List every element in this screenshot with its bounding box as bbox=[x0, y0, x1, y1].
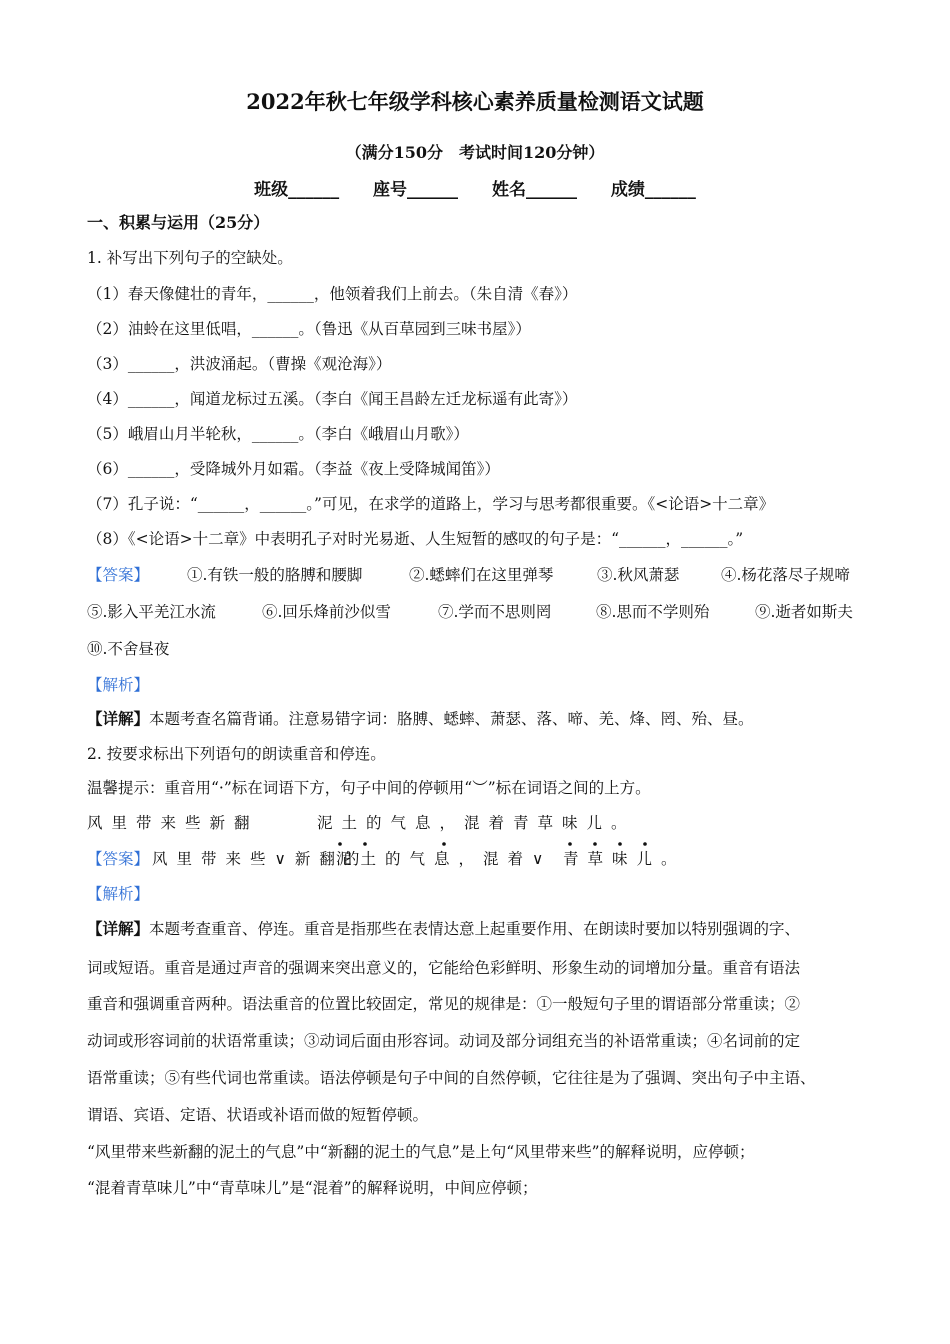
stress-dot bbox=[568, 842, 572, 846]
detail-tag: 【详解】 bbox=[87, 709, 150, 728]
stress-dot bbox=[618, 842, 622, 846]
q2-detail-line: 动词或形容词前的状语常重读；③动词后面由形容词。动词及部分词组充当的补语常重读；④名词前的定 bbox=[87, 1032, 801, 1050]
section-heading: 一、积累与运用（25分） bbox=[87, 213, 270, 232]
answer-tag: 【答案】 bbox=[87, 850, 150, 868]
detail-text: 本题考查重音、停连。重音是指那些在表情达意上起重要作用、在朗读时要加以特别强调的字、 bbox=[149, 920, 801, 938]
q2-answer-part: 风里带来些∨新翻的 bbox=[152, 850, 369, 868]
answer-item: ⑦.学而不思则罔 bbox=[438, 603, 552, 621]
answer-item: ⑨.逝者如斯夫 bbox=[755, 603, 853, 621]
answer-item: ⑤.影入平羌江水流 bbox=[87, 603, 216, 621]
q1-detail bbox=[87, 708, 754, 730]
stress-dot bbox=[643, 842, 647, 846]
q2-sentence-part: 泥土的气息，混着青草味儿。 bbox=[317, 814, 636, 832]
q1-item: （8）《<论语>十二章》中表明孔子对时光易逝、人生短暂的感叹的句子是：“______，______。” bbox=[87, 530, 744, 548]
stress-dot bbox=[442, 842, 446, 846]
q2-detail-line: “混着青草味儿”中“青草味儿”是“混着”的解释说明，中间应停顿； bbox=[87, 1179, 538, 1197]
detail-tag: 【详解】 bbox=[87, 919, 150, 938]
q2-detail-line: “风里带来些新翻的泥土的气息”中“新翻的泥土的气息”是上句“风里带来些”的解释说明，应停顿； bbox=[87, 1143, 755, 1161]
answer-item: ⑧.思而不学则殆 bbox=[596, 603, 710, 621]
stress-dot bbox=[593, 842, 597, 846]
q1-stem: 1. 补写出下列句子的空缺处。 bbox=[87, 249, 293, 267]
score-field: 成绩______ bbox=[610, 180, 696, 200]
q1-item: （6）______，受降城外月如霜。（李益《夜上受降城闻笛》） bbox=[87, 460, 500, 478]
q1-item: （2）油蛉在这里低唱，______。（鲁迅《从百草园到三味书屋》） bbox=[87, 320, 531, 338]
q2-detail-line: 语常重读；⑤有些代词也常重读。语法停顿是句子中间的自然停顿，它往往是为了强调、突出句子中主语、 bbox=[87, 1069, 816, 1087]
q1-item: （7）孔子说：“______，______。”可见，在求学的道路上，学习与思考都很重要。《<论语>十二章》 bbox=[87, 495, 775, 513]
seat-field: 座号______ bbox=[373, 180, 459, 200]
analysis-tag: 【解析】 bbox=[87, 885, 150, 903]
q1-item: （4）______，闻道龙标过五溪。（李白《闻王昌龄左迁龙标遥有此寄》） bbox=[87, 390, 578, 408]
q2-tip: 温馨提示：重音用“·”标在词语下方，句子中间的停顿用“︶”标在词语之间的上方。 bbox=[87, 779, 651, 797]
page-title: 2022年秋七年级学科核心素养质量检测语文试题 bbox=[246, 89, 704, 114]
answer-item: ②.蟋蟀们在这里弹琴 bbox=[409, 566, 554, 584]
q1-item: （3）______，洪波涌起。（曹操《观沧海》） bbox=[87, 355, 392, 373]
q2-answer-part: 青草味儿。 bbox=[563, 850, 686, 868]
page-subtitle: （满分150分 考试时间120分钟） bbox=[345, 143, 605, 162]
q2-answer-part: 泥土的气息，混着∨ bbox=[336, 850, 553, 868]
answer-item: ④.杨花落尽子规啼 bbox=[721, 566, 850, 584]
answer-item: ⑩.不舍昼夜 bbox=[87, 640, 170, 658]
class-field: 班级______ bbox=[254, 180, 340, 200]
stress-marks bbox=[330, 838, 670, 850]
answer-tag: 【答案】 bbox=[87, 566, 150, 584]
q1-item: （1）春天像健壮的青年，______，他领着我们上前去。（朱自清《春》） bbox=[87, 285, 578, 303]
q2-detail-line bbox=[87, 918, 800, 940]
q2-detail-line: 重音和强调重音两种。语法重音的位置比较固定，常见的规律是：①一般短句子里的谓语部分常重读；② bbox=[87, 995, 801, 1013]
q2-sentence-part: 风里带来些新翻 bbox=[87, 814, 259, 832]
answer-item: ⑥.回乐烽前沙似雪 bbox=[262, 603, 391, 621]
detail-text: 本题考查名篇背诵。注意易错字词：胳膊、蟋蟀、萧瑟、落、啼、羌、烽、罔、殆、昼。 bbox=[149, 710, 754, 728]
q1-item: （5）峨眉山月半轮秋，______。（李白《峨眉山月歌》） bbox=[87, 425, 469, 443]
name-field: 姓名______ bbox=[491, 180, 577, 200]
q2-detail-line: 词或短语。重音是通过声音的强调来突出意义的，它能给色彩鲜明、形象生动的词增加分量。重音有语法 bbox=[87, 959, 801, 977]
q2-stem: 2. 按要求标出下列语句的朗读重音和停连。 bbox=[87, 745, 386, 763]
analysis-tag: 【解析】 bbox=[87, 676, 150, 694]
stress-dot bbox=[338, 842, 342, 846]
student-info-row bbox=[0, 175, 950, 200]
answer-item: ①.有铁一般的胳膊和腰脚 bbox=[187, 566, 363, 584]
answer-item: ③.秋风萧瑟 bbox=[597, 566, 680, 584]
q2-detail-line: 谓语、宾语、定语、状语或补语而做的短暂停顿。 bbox=[87, 1106, 429, 1124]
stress-dot bbox=[363, 842, 367, 846]
